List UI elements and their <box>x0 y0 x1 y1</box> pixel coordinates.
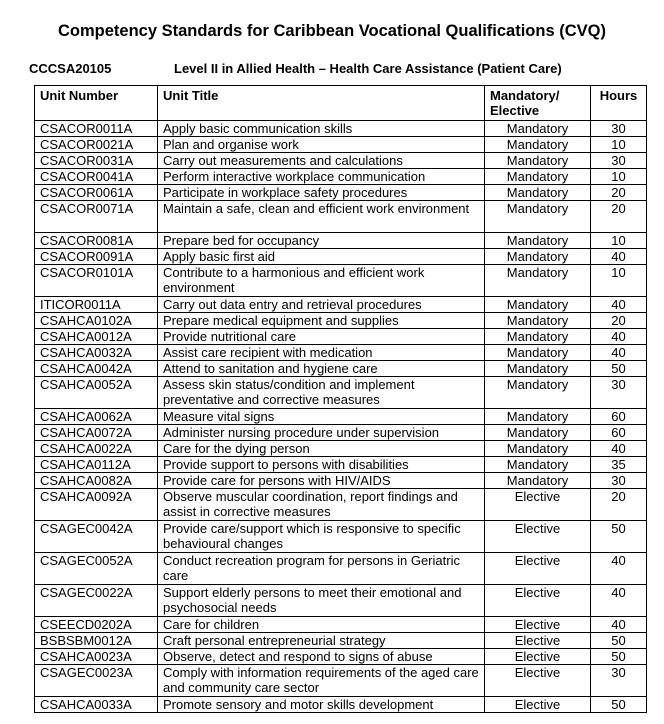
hours-cell: 40 <box>591 617 647 633</box>
qualification-title: Level II in Allied Health – Health Care Assistance (Patient Care) <box>174 61 562 76</box>
status-cell: Elective <box>485 489 591 521</box>
unit-number-cell: CSAHCA0072A <box>35 425 158 441</box>
unit-number-cell: CSACOR0061A <box>35 185 158 201</box>
table-row <box>35 585 647 617</box>
hours-cell: 50 <box>591 521 647 553</box>
table-row <box>35 313 647 329</box>
unit-title-cell: Provide care/support which is responsive to specific behavioural changes <box>158 521 485 553</box>
unit-number-cell: BSBSBM0012A <box>35 633 158 649</box>
status-cell: Mandatory <box>485 473 591 489</box>
hours-cell: 20 <box>591 185 647 201</box>
col-header-mandatory-elective: Mandatory/ Elective <box>485 86 591 121</box>
unit-title-cell: Attend to sanitation and hygiene care <box>158 361 485 377</box>
unit-title-cell: Assist care recipient with medication <box>158 345 485 361</box>
hours-cell: 40 <box>591 329 647 345</box>
hours-cell: 40 <box>591 297 647 313</box>
unit-title-cell: Contribute to a harmonious and efficient work environment <box>158 265 485 297</box>
document-title: Competency Standards for Caribbean Vocational Qualifications (CVQ) <box>58 22 606 40</box>
status-cell: Mandatory <box>485 121 591 137</box>
table-row <box>35 665 647 697</box>
status-cell: Elective <box>485 617 591 633</box>
status-cell: Mandatory <box>485 233 591 249</box>
status-cell: Elective <box>485 697 591 713</box>
unit-title-cell: Prepare bed for occupancy <box>158 233 485 249</box>
table-row <box>35 297 647 313</box>
unit-title-cell: Conduct recreation program for persons in Geriatric care <box>158 553 485 585</box>
table-row <box>35 185 647 201</box>
table-row <box>35 649 647 665</box>
unit-title-cell: Craft personal entrepreneurial strategy <box>158 633 485 649</box>
hours-cell: 30 <box>591 121 647 137</box>
hours-cell: 10 <box>591 137 647 153</box>
unit-title-cell: Provide care for persons with HIV/AIDS <box>158 473 485 489</box>
table-row <box>35 361 647 377</box>
table-row <box>35 617 647 633</box>
status-cell: Mandatory <box>485 441 591 457</box>
unit-title-cell: Care for the dying person <box>158 441 485 457</box>
unit-number-cell: ITICOR0011A <box>35 297 158 313</box>
status-cell: Elective <box>485 521 591 553</box>
table-row <box>35 121 647 137</box>
col-header-hours: Hours <box>591 86 647 121</box>
hours-cell: 40 <box>591 441 647 457</box>
status-cell: Elective <box>485 585 591 617</box>
unit-title-cell: Assess skin status/condition and implement preventative and corrective measures <box>158 377 485 409</box>
table-row <box>35 265 647 297</box>
unit-number-cell: CSAHCA0033A <box>35 697 158 713</box>
hours-cell: 50 <box>591 633 647 649</box>
unit-title-cell: Administer nursing procedure under supervision <box>158 425 485 441</box>
table-header-row <box>35 86 647 121</box>
hours-cell: 30 <box>591 153 647 169</box>
unit-number-cell: CSAHCA0023A <box>35 649 158 665</box>
status-cell: Elective <box>485 633 591 649</box>
hours-cell: 20 <box>591 313 647 329</box>
unit-number-cell: CSAHCA0092A <box>35 489 158 521</box>
hours-cell: 20 <box>591 201 647 233</box>
table-row <box>35 329 647 345</box>
status-cell: Mandatory <box>485 249 591 265</box>
status-cell: Mandatory <box>485 137 591 153</box>
hours-cell: 30 <box>591 377 647 409</box>
hours-cell: 40 <box>591 345 647 361</box>
status-cell: Mandatory <box>485 265 591 297</box>
unit-number-cell: CSAHCA0052A <box>35 377 158 409</box>
status-cell: Mandatory <box>485 377 591 409</box>
unit-title-cell: Perform interactive workplace communication <box>158 169 485 185</box>
unit-number-cell: CSACOR0091A <box>35 249 158 265</box>
unit-title-cell: Prepare medical equipment and supplies <box>158 313 485 329</box>
table-row <box>35 441 647 457</box>
hours-cell: 30 <box>591 665 647 697</box>
unit-number-cell: CSACOR0071A <box>35 201 158 233</box>
unit-number-cell: CSAHCA0012A <box>35 329 158 345</box>
unit-title-cell: Observe muscular coordination, report findings and assist in corrective measures <box>158 489 485 521</box>
status-cell: Mandatory <box>485 313 591 329</box>
hours-cell: 40 <box>591 553 647 585</box>
hours-cell: 50 <box>591 649 647 665</box>
unit-number-cell: CSACOR0041A <box>35 169 158 185</box>
table-row <box>35 521 647 553</box>
status-cell: Mandatory <box>485 457 591 473</box>
table-row <box>35 137 647 153</box>
table-row <box>35 169 647 185</box>
hours-cell: 50 <box>591 697 647 713</box>
hours-cell: 40 <box>591 585 647 617</box>
table-row <box>35 697 647 713</box>
hours-cell: 60 <box>591 409 647 425</box>
status-cell: Mandatory <box>485 297 591 313</box>
status-cell: Mandatory <box>485 425 591 441</box>
unit-number-cell: CSAHCA0082A <box>35 473 158 489</box>
hours-cell: 50 <box>591 361 647 377</box>
status-cell: Mandatory <box>485 361 591 377</box>
status-cell: Mandatory <box>485 201 591 233</box>
status-cell: Mandatory <box>485 185 591 201</box>
unit-number-cell: CSAGEC0042A <box>35 521 158 553</box>
table-row <box>35 553 647 585</box>
unit-number-cell: CSAHCA0022A <box>35 441 158 457</box>
unit-number-cell: CSEECD0202A <box>35 617 158 633</box>
unit-title-cell: Comply with information requirements of the aged care and community care sector <box>158 665 485 697</box>
unit-title-cell: Provide nutritional care <box>158 329 485 345</box>
status-cell: Mandatory <box>485 345 591 361</box>
table-row <box>35 153 647 169</box>
table-row <box>35 409 647 425</box>
hours-cell: 10 <box>591 265 647 297</box>
col-header-unit-title: Unit Title <box>158 86 485 121</box>
unit-number-cell: CSAGEC0052A <box>35 553 158 585</box>
table-row <box>35 233 647 249</box>
unit-title-cell: Promote sensory and motor skills development <box>158 697 485 713</box>
table-row <box>35 473 647 489</box>
table-row <box>35 377 647 409</box>
unit-number-cell: CSAHCA0032A <box>35 345 158 361</box>
unit-title-cell: Measure vital signs <box>158 409 485 425</box>
table-row <box>35 345 647 361</box>
table-row <box>35 201 647 233</box>
table-row <box>35 249 647 265</box>
unit-number-cell: CSACOR0021A <box>35 137 158 153</box>
unit-title-cell: Participate in workplace safety procedures <box>158 185 485 201</box>
unit-title-cell: Plan and organise work <box>158 137 485 153</box>
unit-title-cell: Carry out data entry and retrieval procedures <box>158 297 485 313</box>
unit-number-cell: CSAHCA0102A <box>35 313 158 329</box>
hours-cell: 30 <box>591 473 647 489</box>
table-row <box>35 457 647 473</box>
unit-number-cell: CSAGEC0023A <box>35 665 158 697</box>
unit-title-cell: Maintain a safe, clean and efficient work environment <box>158 201 485 233</box>
status-cell: Elective <box>485 649 591 665</box>
unit-number-cell: CSACOR0081A <box>35 233 158 249</box>
status-cell: Mandatory <box>485 153 591 169</box>
unit-title-cell: Support elderly persons to meet their emotional and psychosocial needs <box>158 585 485 617</box>
hours-cell: 10 <box>591 233 647 249</box>
table-row <box>35 425 647 441</box>
hours-cell: 40 <box>591 249 647 265</box>
unit-title-cell: Apply basic first aid <box>158 249 485 265</box>
hours-cell: 35 <box>591 457 647 473</box>
unit-number-cell: CSACOR0031A <box>35 153 158 169</box>
table-body <box>35 121 647 713</box>
hours-cell: 10 <box>591 169 647 185</box>
unit-title-cell: Care for children <box>158 617 485 633</box>
status-cell: Mandatory <box>485 329 591 345</box>
unit-title-cell: Provide support to persons with disabilities <box>158 457 485 473</box>
unit-title-cell: Carry out measurements and calculations <box>158 153 485 169</box>
unit-number-cell: CSACOR0101A <box>35 265 158 297</box>
unit-title-cell: Apply basic communication skills <box>158 121 485 137</box>
unit-number-cell: CSAHCA0062A <box>35 409 158 425</box>
qualification-code: CCCSA20105 <box>29 61 112 76</box>
unit-number-cell: CSAGEC0022A <box>35 585 158 617</box>
hours-cell: 60 <box>591 425 647 441</box>
unit-number-cell: CSACOR0011A <box>35 121 158 137</box>
table-row <box>35 489 647 521</box>
status-cell: Elective <box>485 665 591 697</box>
units-table <box>34 85 647 713</box>
unit-number-cell: CSAHCA0042A <box>35 361 158 377</box>
status-cell: Mandatory <box>485 409 591 425</box>
hours-cell: 20 <box>591 489 647 521</box>
unit-number-cell: CSAHCA0112A <box>35 457 158 473</box>
table-row <box>35 633 647 649</box>
status-cell: Elective <box>485 553 591 585</box>
unit-title-cell: Observe, detect and respond to signs of abuse <box>158 649 485 665</box>
status-cell: Mandatory <box>485 169 591 185</box>
col-header-unit-number: Unit Number <box>35 86 158 121</box>
